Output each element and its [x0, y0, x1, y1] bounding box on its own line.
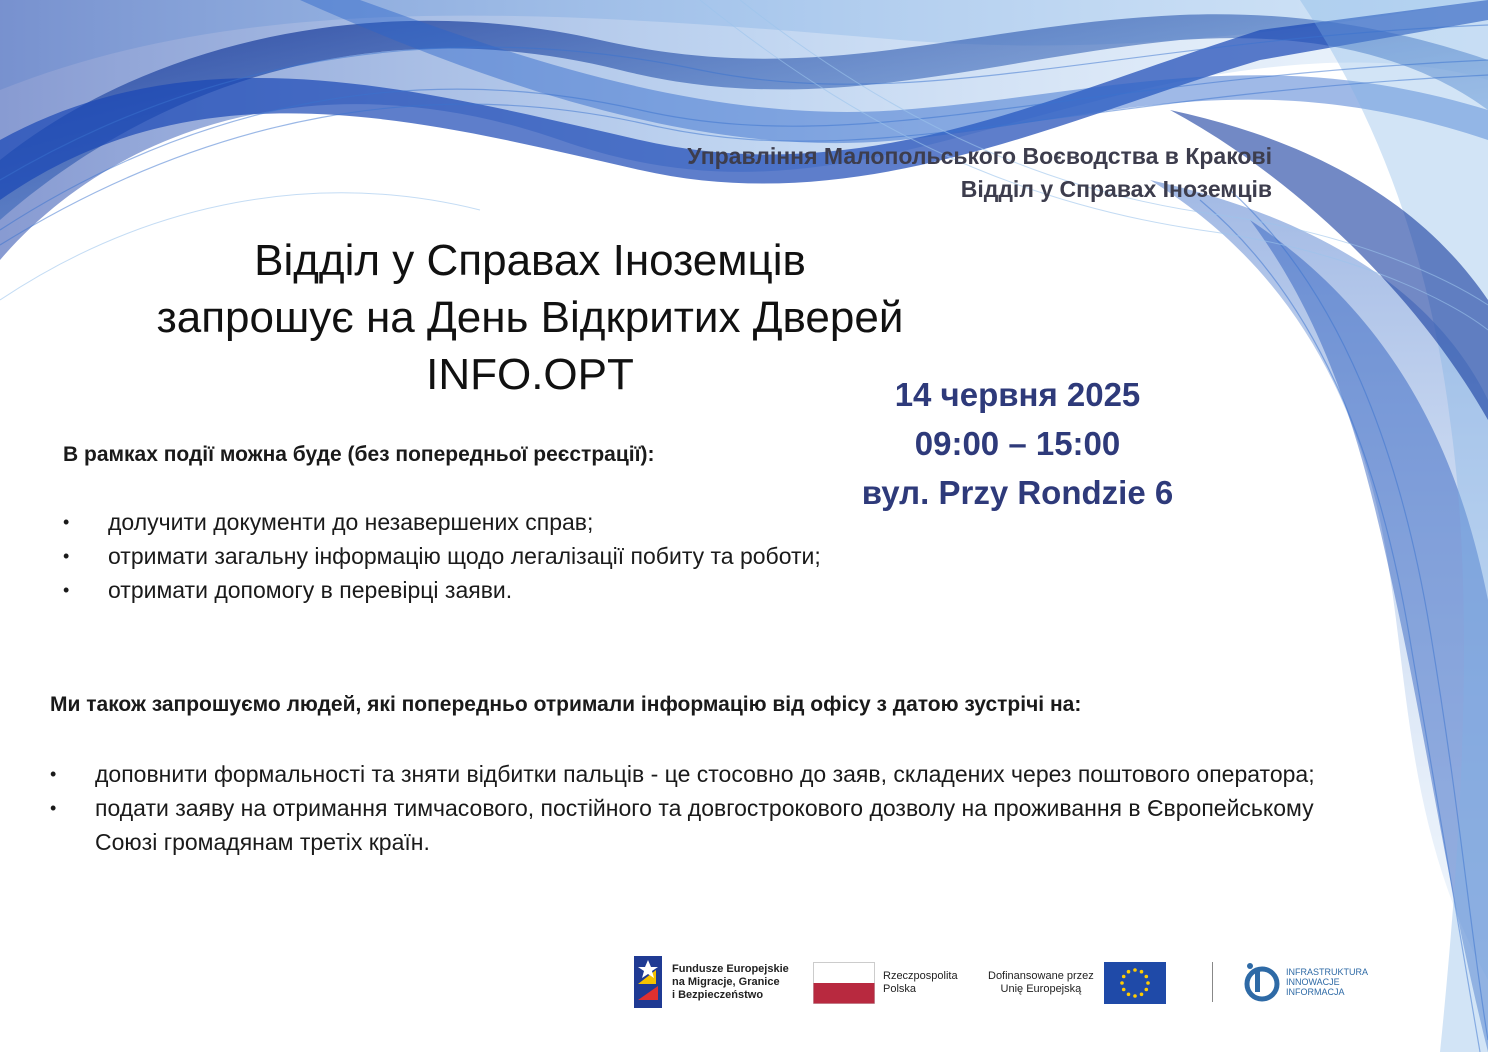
event-info — [830, 370, 1205, 517]
rp-logo-text: Rzeczpospolita Polska — [883, 970, 958, 995]
list-item: • отримати допомогу в перевірці заяви. — [63, 573, 963, 607]
organization-name: Управління Малопольського Воєводства в Кракові — [687, 143, 1272, 169]
iii-logo-text: INFRASTRUKTURA INNOWACJE INFORMACJA — [1286, 967, 1369, 997]
organization-header — [687, 140, 1272, 206]
polish-flag-icon — [813, 962, 875, 1004]
eu-logo-text: Dofinansowane przez Unię Europejską — [988, 970, 1094, 995]
department-name: Відділ у Справах Іноземців — [960, 176, 1272, 202]
title-line-2: запрошує на День Відкритих Дверей — [156, 293, 904, 342]
funding-logos-bar — [610, 940, 1369, 1028]
iii-logo — [1244, 960, 1368, 1004]
rp-logo — [813, 962, 958, 1004]
event-address: вул. Przy Rondzie 6 — [861, 474, 1174, 511]
title-line-1: Відділ у Справах Іноземців — [254, 236, 806, 285]
eu-logo — [988, 962, 1166, 1004]
section2-list — [50, 757, 1320, 859]
event-date: 14 червня 2025 — [894, 376, 1141, 413]
list-item: • доповнити формальності та зняти відбитки пальців - це стосовно до заяв, складених через поштового оператора; — [50, 757, 1320, 791]
fe-logo-text: Fundusze Europejskie na Migracje, Granice i Bezpieczeństwo — [672, 962, 789, 1001]
eu-flag-icon — [1104, 962, 1166, 1004]
iii-emblem-icon — [1244, 960, 1280, 1004]
section2-intro: Ми також запрошуємо людей, які попередньо отримали інформацію від офісу з датою зустрічі на: — [50, 693, 1082, 716]
fe-star-icon — [634, 956, 662, 1008]
section1-list — [63, 505, 963, 607]
section1-intro: В рамках події можна буде (без попередньої реєстрації): — [63, 443, 655, 466]
logo-divider — [1212, 962, 1213, 1002]
list-item: • долучити документи до незавершених справ; — [63, 505, 963, 539]
event-time: 09:00 – 15:00 — [914, 425, 1121, 462]
fe-logo — [634, 956, 789, 1008]
list-item: • подати заяву на отримання тимчасового, постійного та довгострокового дозволу на проживання в Європейському Союзі громадянам третіх країн. — [50, 791, 1320, 859]
title-line-3: INFO.OPT — [426, 350, 634, 399]
list-item: • отримати загальну інформацію щодо легалізації побиту та роботи; — [63, 539, 963, 573]
